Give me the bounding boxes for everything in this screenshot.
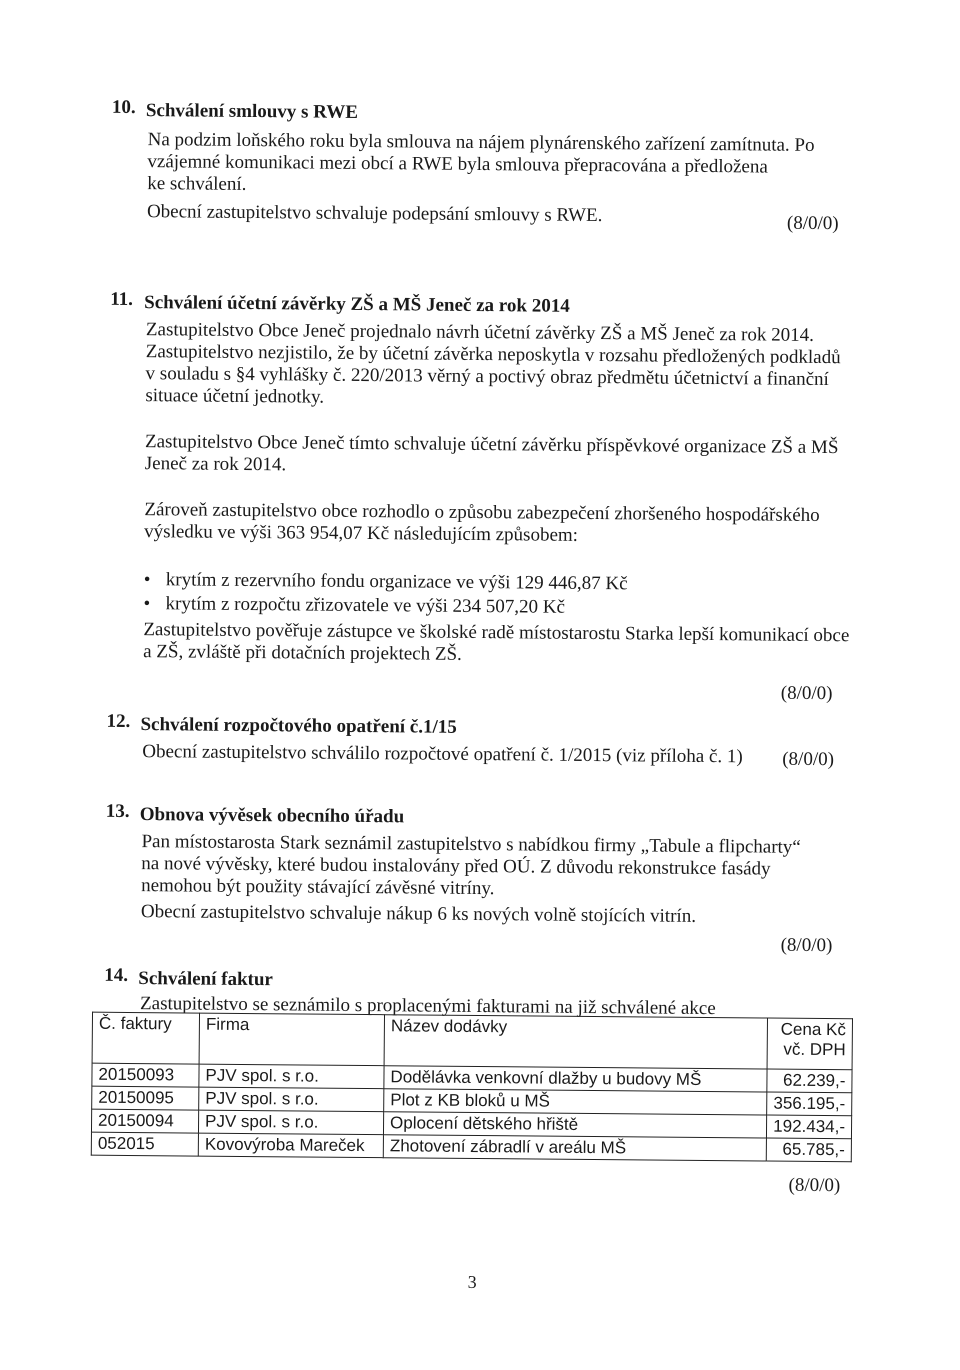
vote-result: (8/0/0) [780, 934, 833, 957]
page-number: 3 [467, 1271, 477, 1293]
section-title: Schválení účetní závěrky ZŠ a MŠ Jeneč za rok 2014 [144, 292, 570, 317]
text-line: nemohou být použity stávající závěsné vitríny. [141, 875, 495, 900]
vote-result: (8/0/0) [782, 748, 835, 771]
text-line: Zároveň zastupitelstvo obce rozhodlo o způsobu zabezpečení zhoršeného hospodářského [144, 499, 820, 526]
text-line: Zastupitelstvo Obce Jeneč tímto schvaluje účetní závěrku příspěvkové organizace ZŠ a MŠ [144, 431, 839, 459]
section-number: 12. [106, 710, 131, 732]
column-header-invoice-no: Č. faktury [92, 1012, 199, 1064]
cell-price: 65.785,- [766, 1138, 851, 1162]
cell-company: PJV spol. s r.o. [198, 1110, 383, 1135]
text-line: Obecní zastupitelstvo schvaluje podepsání smlouvy s RWE. [146, 201, 603, 227]
vote-result: (8/0/0) [786, 212, 839, 235]
cell-delivery: Plot z KB bloků u MŠ [384, 1089, 767, 1115]
section-title: Schválení rozpočtového opatření č.1/15 [140, 714, 457, 738]
list-item: • krytím z rezervního fondu organizace ve výši 129 446,87 Kč [143, 569, 628, 595]
section-number: 10. [111, 96, 136, 118]
text-line: Zastupitelstvo Obce Jeneč projednalo návrh účetní závěrky ZŠ a MŠ Jeneč za rok 2014. [145, 319, 815, 346]
cell-invoice-no: 20150093 [92, 1063, 199, 1087]
section-number: 11. [110, 288, 134, 310]
text-line: Pan místostarosta Stark seznámil zastupitelstvo s nabídkou firmy „Tabule a flipcharty“ [141, 831, 801, 858]
text-line: Zastupitelstvo nezjistilo, že by účetní závěrka neposkytla v rozsahu předložených podkladů [145, 341, 841, 369]
table-intro: Zastupitelstvo se seznámilo s proplacenými fakturami na již schválené akce [140, 993, 716, 1020]
text-line: a ZŠ, zvláště při dotačních projektech ZŠ. [143, 641, 462, 665]
cell-delivery: Zhotovení zábradlí v areálu MŠ [383, 1135, 766, 1161]
invoice-table [91, 1012, 853, 1163]
list-item: • krytím z rozpočtu zřizovatele ve výši 234 507,20 Kč [143, 593, 566, 618]
cell-price: 192.434,- [766, 1115, 851, 1139]
text-line: v souladu s §4 vyhlášky č. 220/2013 věrný a poctivý obraz předmětu účetnictví a finanční [145, 363, 829, 391]
vote-result: (8/0/0) [788, 1174, 841, 1197]
vote-result: (8/0/0) [780, 682, 833, 705]
text-line: Jeneč za rok 2014. [144, 453, 287, 476]
cell-company: Kovovýroba Mareček [198, 1133, 383, 1158]
section-title: Schválení faktur [138, 968, 274, 991]
cell-price: 356.195,- [767, 1092, 852, 1116]
text-line: Zastupitelstvo pověřuje zástupce ve školské radě místostarostu Starka lepší komunikací obce [143, 619, 850, 647]
column-header-delivery: Název dodávky [384, 1015, 767, 1069]
cell-company: PJV spol. s r.o. [199, 1087, 384, 1112]
cell-delivery: Dodělávka venkovní dlažby u budovy MŠ [384, 1066, 767, 1092]
bullet-icon: • [143, 569, 151, 591]
section-number: 13. [105, 800, 130, 822]
text-line: situace účetní jednotky. [145, 385, 325, 408]
column-header-price: Cena Kč vč. DPH [767, 1018, 852, 1070]
text-line: Obecní zastupitelstvo schvaluje nákup 6 ks nových volně stojících vitrín. [140, 901, 697, 927]
text-line: Na podzim loňského roku byla smlouva na nájem plynárenského zařízení zamítnuta. Po [147, 129, 815, 156]
text-line: výsledku ve výši 363 954,07 Kč následujícím způsobem: [144, 521, 579, 546]
cell-price: 62.239,- [767, 1069, 852, 1093]
section-number: 14. [104, 964, 129, 986]
cell-invoice-no: 20150094 [91, 1109, 198, 1133]
text-line: Obecní zastupitelstvo schválilo rozpočtové opatření č. 1/2015 (viz příloha č. 1) [142, 741, 743, 768]
text-line: na nové vývěsky, které budou instalovány před OÚ. Z důvodu rekonstrukce fasády [141, 853, 771, 880]
cell-delivery: Oplocení dětského hřiště [383, 1112, 766, 1138]
bullet-icon: • [143, 593, 151, 615]
table-header-row [92, 1012, 852, 1070]
section-title: Obnova vývěsek obecního úřadu [139, 804, 405, 828]
cell-invoice-no: 052015 [91, 1132, 198, 1156]
column-header-company: Firma [199, 1013, 384, 1066]
cell-company: PJV spol. s r.o. [199, 1064, 384, 1089]
text-line: ke schválení. [147, 173, 247, 195]
text-line: vzájemné komunikaci mezi obcí a RWE byla smlouva přepracována a předložena [147, 151, 768, 178]
section-title: Schválení smlouvy s RWE [145, 100, 359, 123]
cell-invoice-no: 20150095 [92, 1086, 199, 1110]
